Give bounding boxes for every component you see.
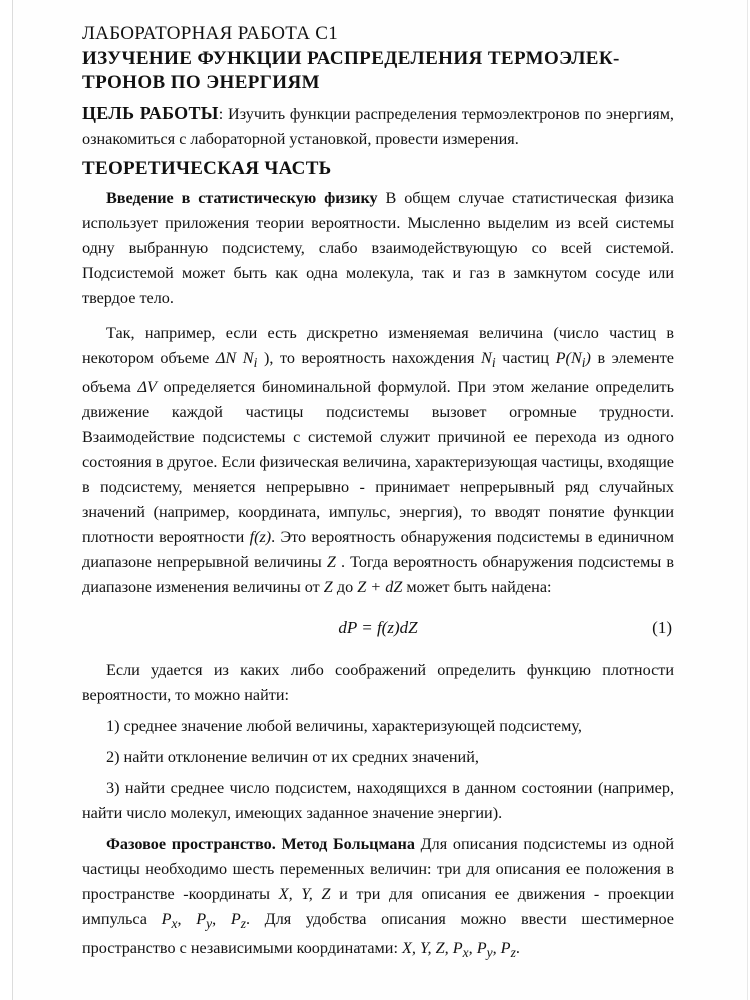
phase-paragraph: Фазовое пространство. Метод Больцмана Для описания подсистемы из одной частицы необходимо шесть переменных величин: три для описания ее положения в пространстве -координаты X, Y, Z и три для описания ее движения - проекции импульса $P_x$, $P_y$, $P_z$. Для удобства описания можно ввести шестимерное пространство с независимыми координатами: X, Y, Z, $P_x$, $P_y$, $P_z$. bbox=[82, 835, 674, 961]
text-run: . Это вероятность обнаружения подсистемы в единичном диапазоне непрерывной величины bbox=[82, 528, 674, 572]
document-page bbox=[82, 22, 674, 966]
discrete-paragraph bbox=[82, 321, 674, 600]
goal-label: ЦЕЛЬ РАБОТЫ bbox=[82, 103, 219, 123]
math-fz: f(z) bbox=[249, 528, 272, 547]
goal-text: : Изучить функции распределения термоэлектронов по энергиям, ознакомиться с лабораторной установкой, провести измерения. bbox=[82, 105, 674, 148]
math-p-ni bbox=[555, 349, 591, 371]
math-z-dz: Z + dZ bbox=[357, 578, 403, 597]
math-sub: z bbox=[240, 916, 246, 932]
math-sub: x bbox=[171, 916, 178, 932]
text-run: частиц bbox=[495, 349, 556, 367]
math-px bbox=[161, 910, 178, 932]
text-run: определяется биноминальной формулой. При этом желание определить движение каждой частицы подсистемы вызовет огромные трудности. Взаимодействие подсистемы с системой служит причиной ее перехода из одного состояния в другое. Если физическая величина, характеризующая частицы, входящие в подсистему, меняется непрерывно - принимает непрерывный ряд случайных значений (например, координата, импульс, энергия), то вводят понятие функции плотности вероятности bbox=[82, 378, 674, 547]
math-sub: z bbox=[510, 945, 516, 961]
math-xyz: X, Y, Z bbox=[278, 885, 331, 904]
math-sub: i bbox=[253, 355, 258, 371]
intro-text: В общем случае статистическая физика использует приложения теории вероятности. Мысленно выделим из всей системы одну выбранную подсистему, слабо взаимодействующую со всей системой. Подсистемой может быть как одна молекула, так и газ в замкнутом сосуде или твердое тело. bbox=[82, 189, 674, 307]
lab-subtitle-line1: ИЗУЧЕНИЕ ФУНКЦИИ РАСПРЕДЕЛЕНИЯ ТЕРМОЭЛЕК- bbox=[82, 48, 620, 69]
equation-block bbox=[82, 612, 674, 646]
math-run: P(N bbox=[555, 349, 582, 367]
text-run: до bbox=[332, 578, 358, 597]
math-sub: y bbox=[486, 945, 493, 961]
math-run: P bbox=[161, 910, 172, 929]
findings-paragraph: Если удается из каких либо соображений определить функцию плотности вероятности, то можно найти: bbox=[82, 661, 674, 705]
math-sub: i bbox=[581, 355, 586, 371]
math-z: Z bbox=[323, 578, 333, 597]
math-ni bbox=[481, 349, 496, 371]
goal-paragraph bbox=[82, 101, 674, 152]
text-run: Для описания подсистемы из одной частицы необходимо шесть переменных величин: три для описания ее положения в пространстве -координаты bbox=[82, 835, 674, 904]
math-z: Z bbox=[326, 553, 336, 572]
text-run: Так, например, если есть дискретно изменяемая величина (число частиц в некотором объеме bbox=[82, 324, 674, 367]
math-py bbox=[196, 910, 213, 932]
lab-subtitle-line2: ТРОНОВ ПО ЭНЕРГИЯМ bbox=[82, 72, 320, 93]
math-pz bbox=[230, 910, 246, 932]
math-delta-n bbox=[215, 349, 258, 371]
text-run: ), то вероятность нахождения bbox=[257, 349, 482, 367]
text-run: . Тогда вероятность обнаружения подсистемы в диапазоне изменения величины от bbox=[82, 553, 674, 597]
math-six-coords: X, Y, Z, $P_x$, $P_y$, $P_z$ bbox=[402, 939, 516, 961]
equation: dP = f(z)dZ bbox=[338, 618, 418, 638]
text-run: в элементе объема bbox=[82, 349, 674, 397]
phase-label: Фазовое пространство. Метод Больцмана bbox=[106, 835, 415, 854]
math-run: ΔN N bbox=[215, 349, 254, 367]
math-run: P bbox=[476, 939, 487, 958]
math-run: P bbox=[196, 910, 207, 929]
theory-heading: ТЕОРЕТИЧЕСКАЯ ЧАСТЬ bbox=[82, 158, 332, 179]
lab-title: ЛАБОРАТОРНАЯ РАБОТА C1 bbox=[82, 23, 339, 44]
text-run: и три для описания ее движения - проекции импульса bbox=[82, 885, 674, 929]
intro-label: Введение в статистическую физику bbox=[106, 189, 378, 207]
math-sub: x bbox=[462, 945, 469, 961]
text-run: . Для удобства описания можно ввести шестимерное пространство с независимыми координатами: bbox=[82, 910, 674, 958]
list-item: 3) найти среднее число подсистем, находящихся в данном состоянии (например, найти число молекул, имеющих заданное значение энергии). bbox=[82, 779, 674, 823]
text-run: может быть найдена: bbox=[402, 578, 552, 597]
math-sub: y bbox=[206, 916, 213, 932]
list-item: 1) среднее значение любой величины, характеризующей подсистему, bbox=[106, 717, 582, 736]
math-run: ) bbox=[585, 349, 591, 367]
math-delta-v: ΔV bbox=[137, 378, 157, 397]
math-sub: i bbox=[491, 355, 496, 371]
intro-paragraph bbox=[82, 186, 674, 311]
math-run: P bbox=[230, 910, 241, 929]
math-run: P bbox=[500, 939, 511, 958]
math-run: N bbox=[481, 349, 492, 367]
text-run: . bbox=[515, 939, 520, 958]
equation-number: (1) bbox=[652, 618, 672, 638]
list-item: 2) найти отклонение величин от их средних значений, bbox=[106, 748, 479, 767]
math-run: X, Y, Z, P bbox=[402, 939, 463, 958]
